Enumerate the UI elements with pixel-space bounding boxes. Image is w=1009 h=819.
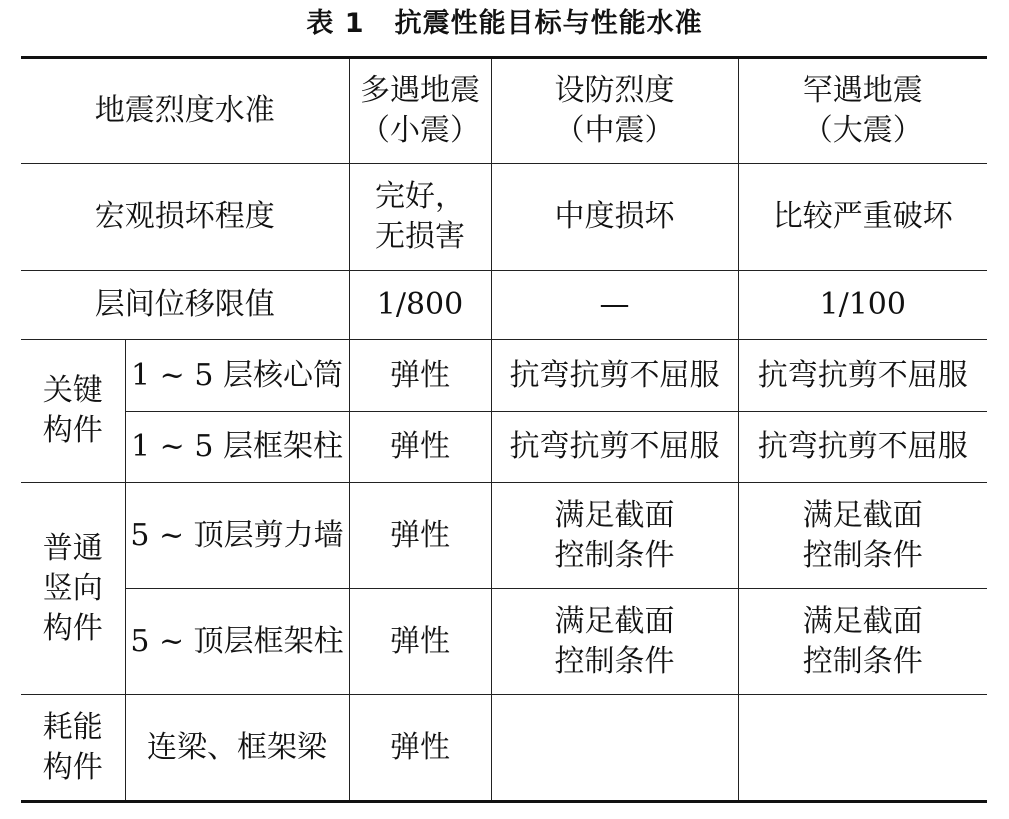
group-label-normal-vertical: 普通 竖向 构件 <box>21 483 125 695</box>
table-caption <box>0 6 1009 42</box>
cell-damage-moderate: 中度损坏 <box>491 164 738 271</box>
cell-moderate: 抗弯抗剪不屈服 <box>491 412 738 483</box>
table-title: 抗震性能目标与性能水准 <box>394 8 703 39</box>
row-label-damage: 宏观损坏程度 <box>21 164 349 271</box>
header-minor-earthquake: 多遇地震 （小震） <box>349 58 491 164</box>
table-row <box>21 695 987 802</box>
cell-damage-major: 比较严重破坏 <box>738 164 987 271</box>
cell-drift-minor: 1/800 <box>349 271 491 340</box>
group-label-energy: 耗能 构件 <box>21 695 125 802</box>
member-label: 5 ~ 顶层剪力墙 <box>125 483 349 589</box>
table-row-drift <box>21 271 987 340</box>
cell-minor: 弹性 <box>349 340 491 412</box>
header-major-earthquake: 罕遇地震 （大震） <box>738 58 987 164</box>
cell-minor: 弹性 <box>349 695 491 802</box>
header-moderate-earthquake: 设防烈度 （中震） <box>491 58 738 164</box>
cell-major: 抗弯抗剪不屈服 <box>738 412 987 483</box>
cell-drift-moderate: — <box>491 271 738 340</box>
cell-minor: 弹性 <box>349 412 491 483</box>
member-label: 1 ~ 5 层框架柱 <box>125 412 349 483</box>
table-row-damage <box>21 164 987 271</box>
cell-major: 抗弯抗剪不屈服 <box>738 340 987 412</box>
member-label: 连梁、框架梁 <box>125 695 349 802</box>
cell-moderate: 满足截面 控制条件 <box>491 589 738 695</box>
cell-major: 满足截面 控制条件 <box>738 589 987 695</box>
cell-moderate: 抗弯抗剪不屈服 <box>491 340 738 412</box>
member-label: 1 ~ 5 层核心筒 <box>125 340 349 412</box>
table-row <box>21 412 987 483</box>
table-row <box>21 589 987 695</box>
cell-drift-major: 1/100 <box>738 271 987 340</box>
cell-major: 满足截面 控制条件 <box>738 483 987 589</box>
cell-moderate: 满足截面 控制条件 <box>491 483 738 589</box>
row-label-intensity: 地震烈度水准 <box>21 58 349 164</box>
member-label: 5 ~ 顶层框架柱 <box>125 589 349 695</box>
group-label-key-members: 关键 构件 <box>21 340 125 483</box>
cell-major <box>738 695 987 802</box>
table-row <box>21 340 987 412</box>
table-row <box>21 483 987 589</box>
cell-minor: 弹性 <box>349 483 491 589</box>
table-number: 表 1 <box>306 8 365 39</box>
cell-minor: 弹性 <box>349 589 491 695</box>
table-row-intensity <box>21 58 987 164</box>
cell-damage-minor: 完好， 无损害 <box>349 164 491 271</box>
row-label-drift: 层间位移限值 <box>21 271 349 340</box>
cell-moderate <box>491 695 738 802</box>
performance-table <box>21 56 987 803</box>
